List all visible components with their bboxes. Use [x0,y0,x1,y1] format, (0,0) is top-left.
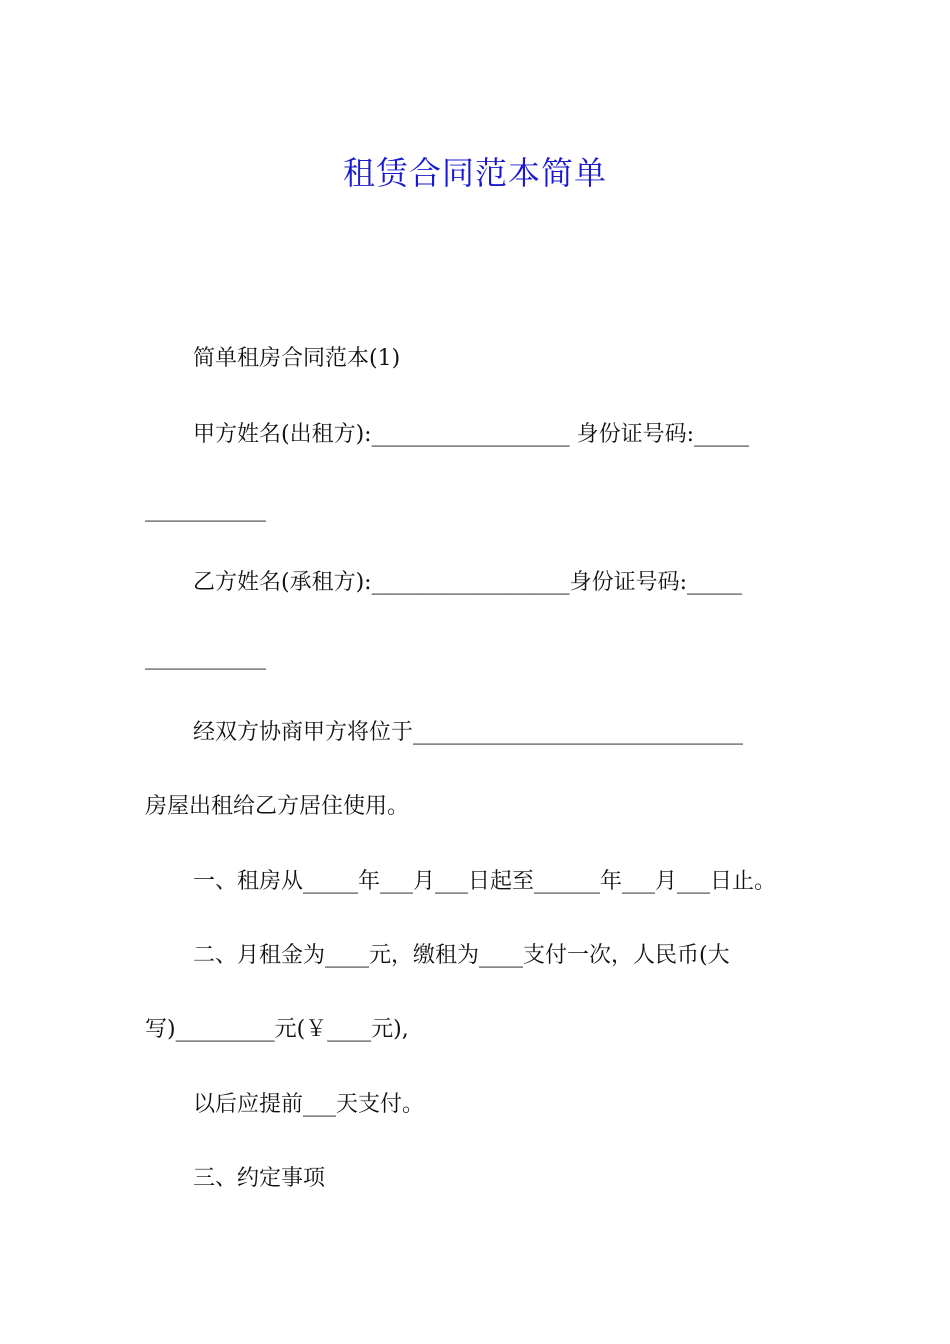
payment-advance-line: 以后应提前___天支付。 [193,1092,425,1117]
clause-2-rent-amount-continuation: 写)_________元(￥____元), [145,1017,409,1042]
party-a-line: 甲方姓名(出租方):__________________ 身份证号码:_____ [193,422,749,447]
contract-subtitle: 简单租房合同范本(1) [193,346,401,371]
document-title: 租赁合同范本简单 [342,154,607,193]
clause-1-rental-period: 一、租房从_____年___月___日起至______年___月___日止。 [193,869,777,894]
party-b-id-continuation: ___________ [145,645,266,670]
party-a-id-continuation: ___________ [145,497,266,522]
clause-2-rent-amount: 二、月租金为____元，缴租为____支付一次，人民币(大 [193,943,730,968]
party-b-line: 乙方姓名(承租方):__________________身份证号码:_____ [193,570,742,595]
clause-3-heading: 三、约定事项 [193,1166,326,1191]
property-location-line: 经双方协商甲方将位于______________________________ [193,720,744,745]
property-usage-line: 房屋出租给乙方居住使用。 [145,794,410,819]
